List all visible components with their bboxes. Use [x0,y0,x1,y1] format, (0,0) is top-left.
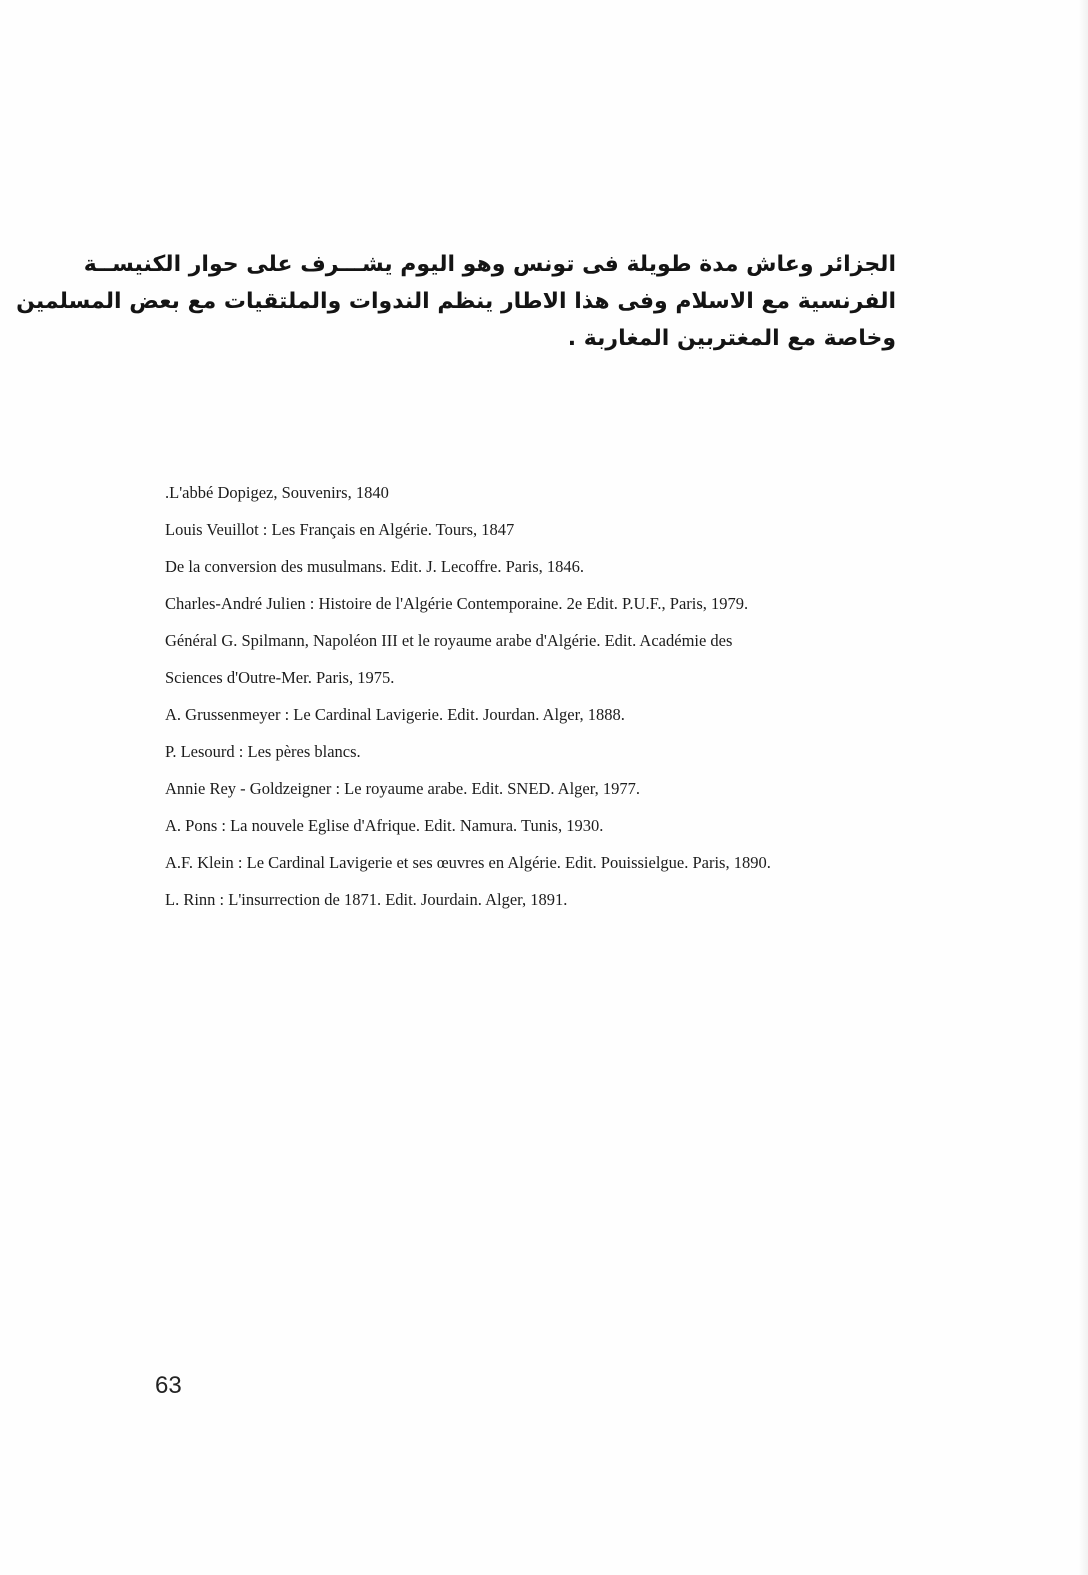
arabic-line: وخاصة مع المغتربين المغاربة . [567,326,896,351]
arabic-paragraph [16,246,896,357]
bibliography-entry: Annie Rey - Goldzeigner : Le royaume arabe. Edit. SNED. Alger, 1977. [165,779,640,798]
bibliography-entry: .L'abbé Dopigez, Souvenirs, 1840 [165,483,389,502]
bibliography-entry: Sciences d'Outre-Mer. Paris, 1975. [165,668,395,687]
arabic-line: الجزائر وعاش مدة طويلة فى تونس وهو اليوم يشـــرف على حوار الكنيســة [83,252,896,277]
bibliography-entry: A.F. Klein : Le Cardinal Lavigerie et ses œuvres en Algérie. Edit. Pouissielgue. Paris, 1890. [165,853,771,872]
bibliography-entry: A. Pons : La nouvele Eglise d'Afrique. Edit. Namura. Tunis, 1930. [165,816,604,835]
bibliography-entry: De la conversion des musulmans. Edit. J. Lecoffre. Paris, 1846. [165,557,584,576]
bibliography-entry: P. Lesourd : Les pères blancs. [165,742,361,761]
bibliography-entry: L. Rinn : L'insurrection de 1871. Edit. Jourdain. Alger, 1891. [165,890,568,909]
bibliography-entry: Louis Veuillot : Les Français en Algérie. Tours, 1847 [165,520,515,539]
page-edge-shadow [1078,0,1088,1575]
page-number: 63 [155,1372,182,1399]
arabic-line: الفرنسية مع الاسلام وفى هذا الاطار ينظم الندوات والملتقيات مع بعض المسلمين [16,289,896,314]
bibliography-entry: Charles-André Julien : Histoire de l'Algérie Contemporaine. 2e Edit. P.U.F., Paris, 1979. [165,594,749,613]
bibliography-entry: A. Grussenmeyer : Le Cardinal Lavigerie. Edit. Jourdan. Alger, 1888. [165,705,625,724]
bibliography-list [165,474,905,918]
bibliography-entry: Général G. Spilmann, Napoléon III et le royaume arabe d'Algérie. Edit. Académie des [165,631,733,650]
